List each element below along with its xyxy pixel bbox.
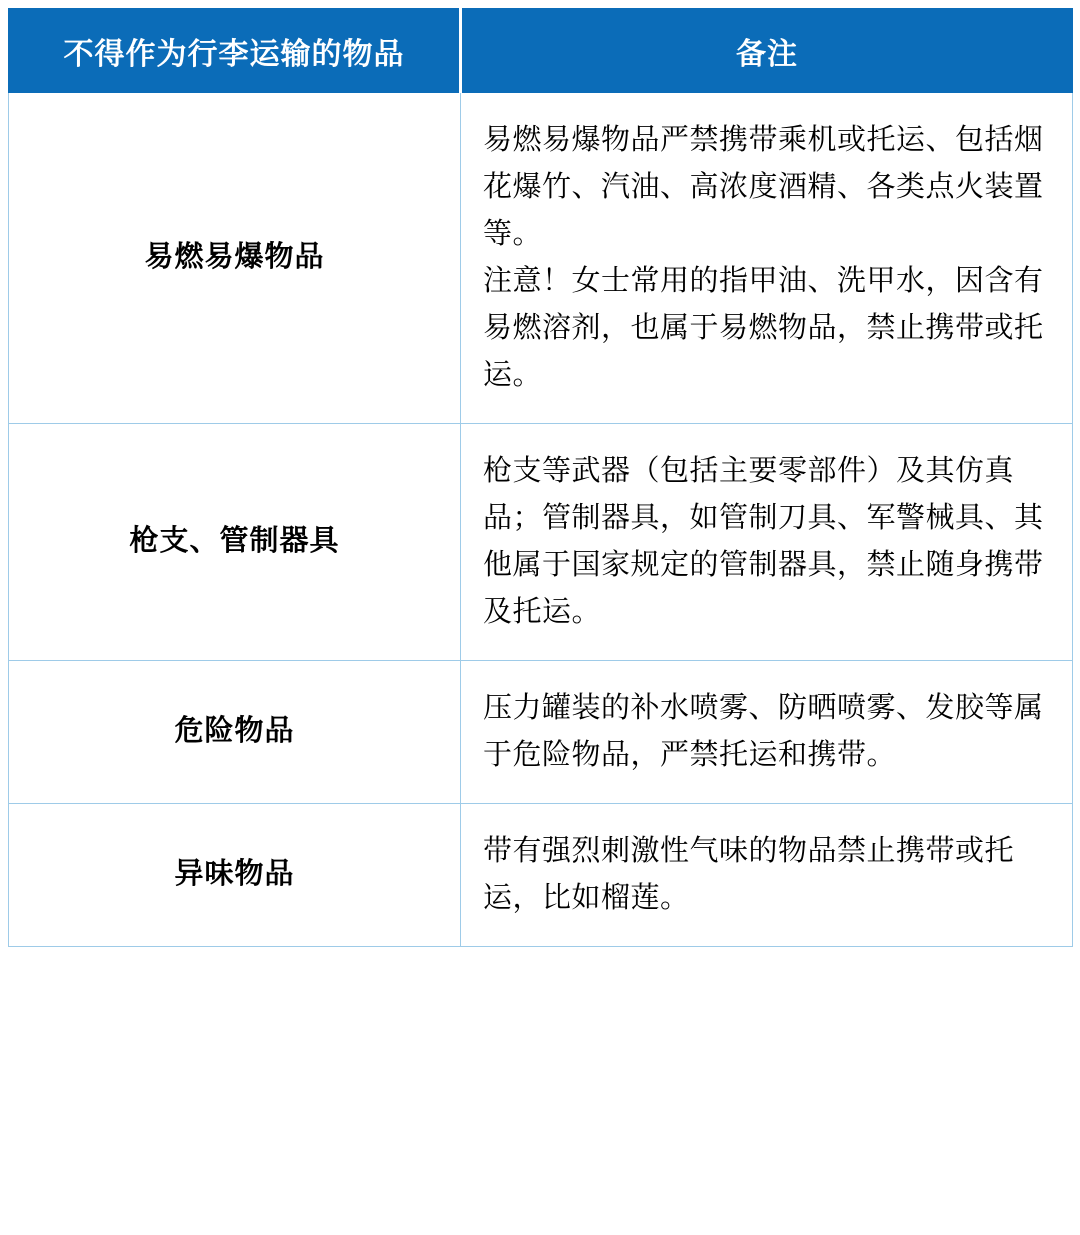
cell-item-note bbox=[461, 423, 1073, 660]
cell-item-name: 危险物品 bbox=[9, 660, 461, 803]
note-line: 易燃易爆物品严禁携带乘机或托运、包括烟花爆竹、汽油、高浓度酒精、各类点火装置等。 bbox=[483, 124, 1044, 250]
table-row bbox=[9, 423, 1073, 660]
table-row bbox=[9, 803, 1073, 946]
note-line: 压力罐装的补水喷雾、防晒喷雾、发胶等属于危险物品，严禁托运和携带。 bbox=[483, 691, 1044, 771]
note-line: 注意！女士常用的指甲油、洗甲水，因含有易燃溶剂，也属于易燃物品，禁止携带或托运。 bbox=[483, 264, 1044, 391]
table-row bbox=[9, 93, 1073, 424]
note-line: 枪支等武器（包括主要零部件）及其仿真品；管制器具，如管制刀具、军警械具、其他属于国家规定的管制器具，禁止随身携带及托运。 bbox=[483, 454, 1044, 628]
prohibited-items-table bbox=[8, 8, 1073, 947]
note-line: 带有强烈刺激性气味的物品禁止携带或托运，比如榴莲。 bbox=[483, 834, 1015, 914]
cell-item-name: 易燃易爆物品 bbox=[9, 93, 461, 424]
cell-item-note bbox=[461, 660, 1073, 803]
column-header-note: 备注 bbox=[461, 9, 1073, 93]
cell-item-note bbox=[461, 803, 1073, 946]
cell-item-name: 枪支、管制器具 bbox=[9, 423, 461, 660]
table-header-row bbox=[9, 9, 1073, 93]
table-row bbox=[9, 660, 1073, 803]
column-header-item: 不得作为行李运输的物品 bbox=[9, 9, 461, 93]
cell-item-name: 异味物品 bbox=[9, 803, 461, 946]
cell-item-note bbox=[461, 93, 1073, 424]
table-header bbox=[9, 9, 1073, 93]
table-body bbox=[9, 93, 1073, 947]
